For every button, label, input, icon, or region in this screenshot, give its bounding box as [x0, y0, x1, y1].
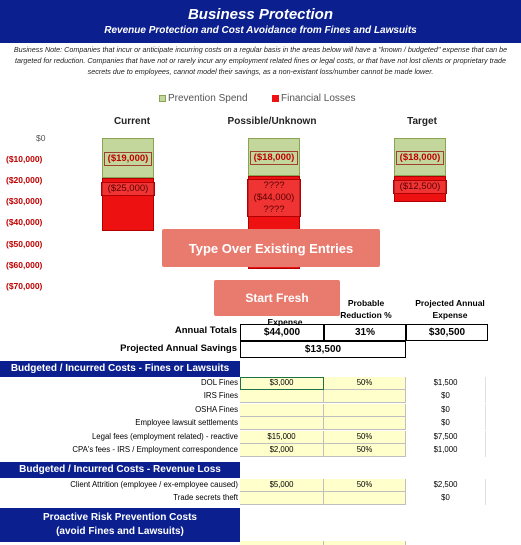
- row-label: Employee lawsuit settlements: [135, 418, 238, 428]
- bar-data-label: ($12,500): [393, 180, 447, 194]
- bar-data-label: ($25,000): [101, 182, 155, 196]
- projected-cell: $0: [406, 417, 486, 430]
- reduction-cell[interactable]: [324, 404, 406, 417]
- expense-cell[interactable]: $5,000: [240, 479, 324, 492]
- y-tick-label: ($10,000): [6, 154, 43, 165]
- category-label: Possible/Unknown: [227, 116, 317, 127]
- legend-label-losses: Financial Losses: [281, 93, 356, 104]
- bar-data-label: ???? ($44,000) ????: [247, 179, 301, 217]
- row-label: Trade secrets theft: [173, 493, 238, 503]
- start-fresh-button[interactable]: Start Fresh: [214, 280, 340, 316]
- col-header-projected: Projected Annual Expense: [415, 298, 485, 320]
- y-tick-label: ($20,000): [6, 175, 43, 186]
- y-tick-label: $0: [36, 133, 46, 143]
- legend-swatch-prevention: [159, 95, 166, 102]
- expense-cell[interactable]: [240, 492, 324, 505]
- reduction-cell[interactable]: [324, 390, 406, 403]
- table-row: [0, 404, 521, 417]
- expense-cell[interactable]: $3,000: [240, 377, 324, 390]
- table-row: [0, 479, 521, 492]
- bar-data-label: ($18,000): [396, 151, 444, 165]
- y-tick-label: ($50,000): [6, 238, 43, 249]
- reduction-cell[interactable]: [324, 417, 406, 430]
- category-label: Current: [113, 116, 151, 127]
- table-row: [0, 492, 521, 505]
- annual-expense-value: $44,000: [240, 324, 324, 341]
- table-row: [0, 431, 521, 444]
- table-row: [0, 417, 521, 430]
- expense-cell[interactable]: $2,000: [240, 444, 324, 457]
- savings-value: $13,500: [240, 341, 406, 358]
- type-over-button[interactable]: Type Over Existing Entries: [162, 229, 380, 267]
- row-label: Client Attrition (employee / ex-employee caused): [70, 480, 238, 489]
- table-row: [0, 390, 521, 403]
- business-note: Business Note: Companies that incur or anticipate incurring costs on a regular basis in the areas below will have a "known / budgeted" expense that can be targeted for reduction. Companies that have not or rarely incur any employment related fines or legal costs, or that have not lost clients or proprietary trade secrets due to employees, cannot model their savings, as a non-existant loss/number cannot be made lower.: [13, 45, 508, 76]
- projected-cell: $0: [406, 390, 486, 403]
- bar-data-label: ($18,000): [250, 151, 298, 165]
- category-label: Target: [407, 116, 437, 127]
- proactive-title-line1: Proactive Risk Prevention Costs: [43, 512, 197, 523]
- legend-label-prevention: Prevention Spend: [168, 93, 248, 104]
- chart-legend: [0, 93, 521, 105]
- section-header-revenue: Budgeted / Incurred Costs - Revenue Loss: [0, 462, 240, 478]
- projected-cell: $0: [406, 492, 486, 505]
- projected-cell: $7,500: [406, 431, 486, 444]
- proactive-title-line2: (avoid Fines and Lawsuits): [56, 526, 184, 537]
- page-subtitle: Revenue Protection and Cost Avoidance from Fines and Lawsuits: [104, 25, 417, 36]
- reduction-cell[interactable]: 50%: [324, 479, 406, 492]
- expense-cell[interactable]: [240, 404, 324, 417]
- projected-cell: $1,000: [406, 444, 486, 457]
- y-tick-label: ($70,000): [6, 280, 43, 291]
- table-row: [0, 377, 521, 390]
- reduction-cell[interactable]: 50%: [324, 444, 406, 457]
- reduction-cell[interactable]: 50%: [324, 431, 406, 444]
- table-row: [0, 444, 521, 457]
- expense-cell[interactable]: [240, 390, 324, 403]
- savings-label: Projected Annual Savings: [120, 343, 237, 354]
- reduction-cell[interactable]: 50%: [324, 377, 406, 390]
- expense-cell[interactable]: $15,000: [240, 431, 324, 444]
- page-title: Business Protection: [187, 6, 334, 23]
- section-header-fines: Budgeted / Incurred Costs - Fines or Lawsuits: [0, 361, 240, 377]
- col-header-expense: Expense: [267, 317, 303, 326]
- row-label: OSHA Fines: [195, 404, 238, 414]
- col-header-reduction: Probable Reduction %: [340, 298, 392, 320]
- annual-projected-value: $30,500: [406, 324, 488, 341]
- expense-cell[interactable]: [240, 417, 324, 430]
- projected-cell: $1,500: [406, 377, 486, 390]
- section-header-proactive: [0, 508, 240, 542]
- row-label: Legal fees (employment related) - reactive: [91, 431, 238, 441]
- reduction-cell[interactable]: [324, 492, 406, 505]
- reduction-cell[interactable]: [324, 541, 406, 545]
- annual-reduction-value: 31%: [324, 324, 406, 341]
- header-banner: [0, 0, 521, 43]
- row-label: CPA's fees - IRS / Employment correspondence: [72, 445, 238, 454]
- projected-cell: $2,500: [406, 479, 486, 492]
- row-label: IRS Fines: [203, 391, 238, 401]
- row-label: DOL Fines: [201, 378, 238, 387]
- bar-data-label: ($19,000): [104, 152, 152, 166]
- projected-cell: $0: [406, 404, 486, 417]
- y-tick-label: ($30,000): [6, 196, 43, 207]
- table-row: [0, 541, 521, 545]
- legend-swatch-losses: [272, 95, 279, 102]
- y-tick-label: ($60,000): [6, 259, 43, 270]
- annual-totals-label: Annual Totals: [174, 325, 237, 336]
- y-tick-label: ($40,000): [6, 217, 43, 228]
- expense-cell[interactable]: [240, 541, 324, 545]
